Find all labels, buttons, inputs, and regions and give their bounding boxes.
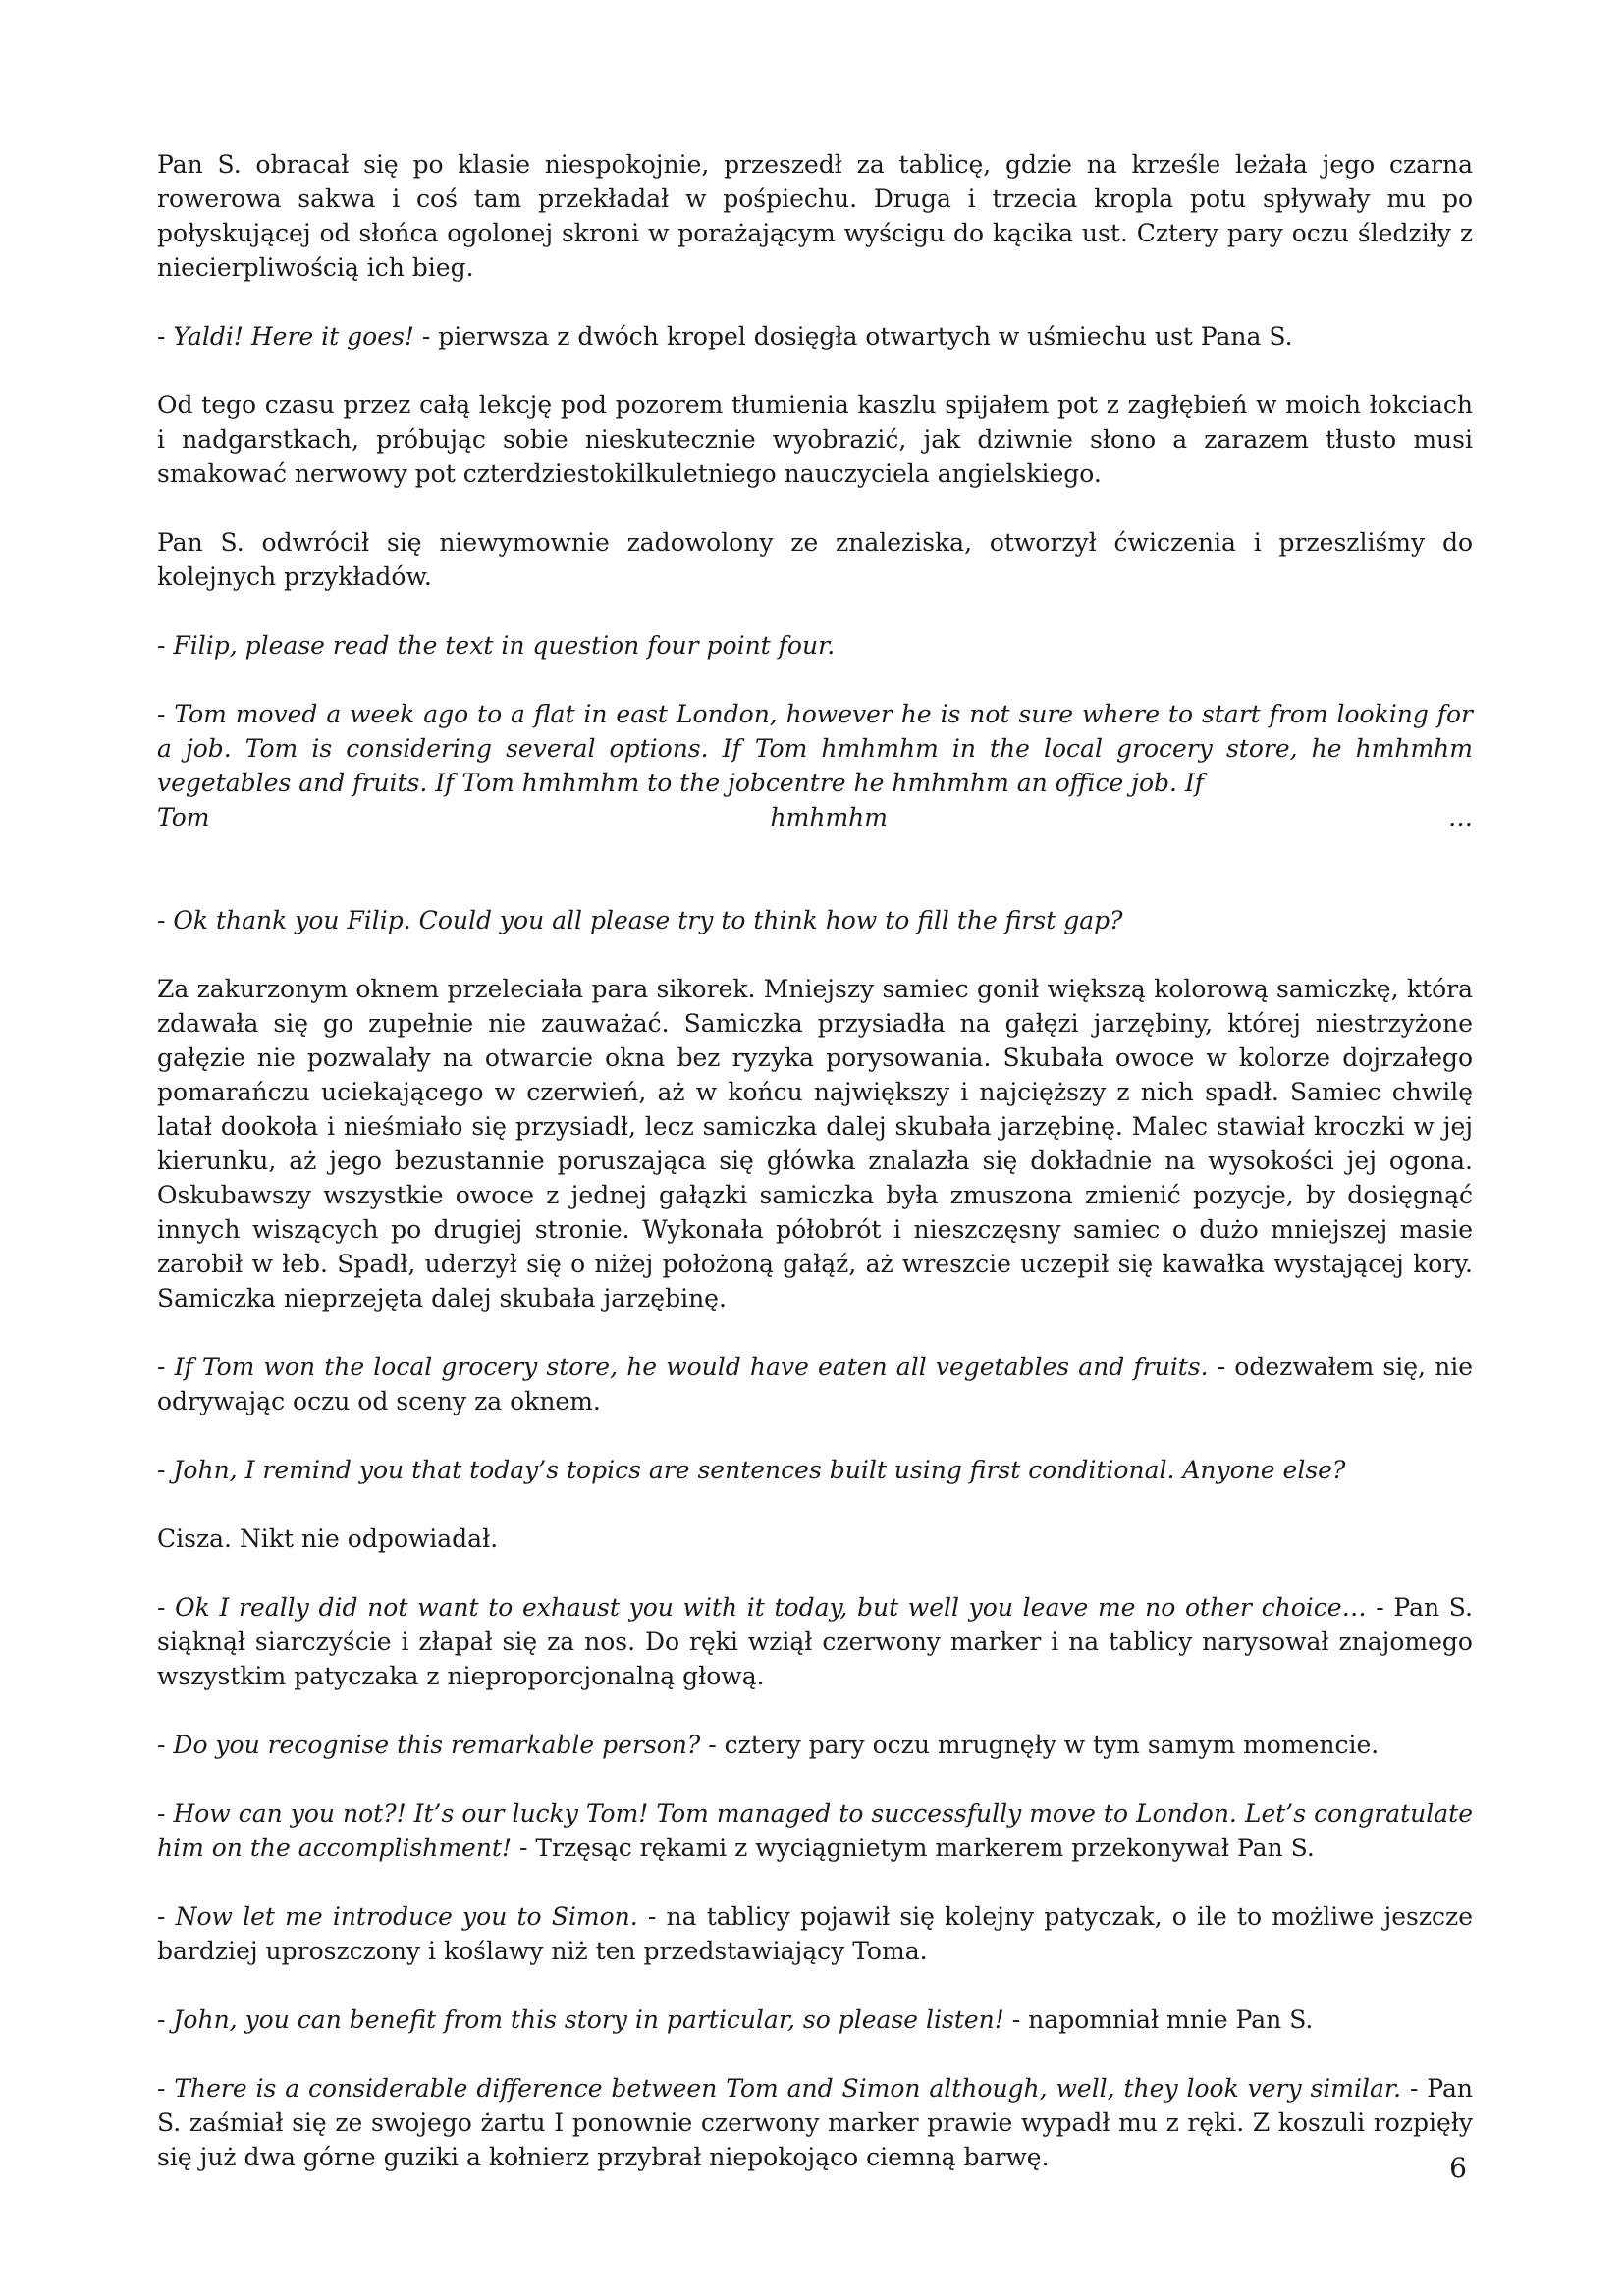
dialogue-text: - John, I remind you that today’s topics are sentences built using first conditional. Anyone else? <box>157 1456 1346 1484</box>
narration-text: - Trzęsąc rękami z wyciągnietym markerem przekonywał Pan S. <box>512 1834 1315 1862</box>
dialogue-text: - Now let me introduce you to Simon. <box>157 1902 638 1931</box>
paragraph-1 <box>157 147 1473 285</box>
narration-text: - cztery pary oczu mrugnęły w tym samym momencie. <box>700 1731 1380 1759</box>
dialogue-text: - Ok I really did not want to exhaust you with it today, but well you leave me no other choice… <box>157 1593 1367 1622</box>
dialogue-text: - Ok thank you Filip. Could you all please try to think how to fill the first gap? <box>157 906 1123 934</box>
dialogue-text: - Filip, please read the text in question four point four. <box>157 631 836 660</box>
document-body <box>157 147 1473 2174</box>
dialogue-text: - There is a considerable difference between Tom and Simon although, well, they look very similar. <box>157 2074 1402 2103</box>
dialogue-text: - If Tom won the local grocery store, he would have eaten all vegetables and fruits. <box>157 1353 1209 1381</box>
paragraph-14 <box>157 1796 1473 1865</box>
paragraph-8 <box>157 972 1473 1315</box>
narration-text: - pierwsza z dwóch kropel dosięgła otwartych w uśmiechu ust Pana S. <box>413 322 1293 350</box>
paragraph-4 <box>157 525 1473 594</box>
dialogue-text: - Do you recognise this remarkable person? <box>157 1731 701 1759</box>
narration-text: - odezwałem się, nie odrywając oczu od sceny za oknem. <box>157 1353 1473 1415</box>
narration-text: - Pan S. zaśmiał się ze swojego żartu I ponownie czerwony marker prawie wypadł mu z ręki. Z koszuli rozpięły się już dwa górne guziki a kołnierz przybrał niepokojąco ciemną barwę. <box>157 2074 1473 2171</box>
paragraph-16 <box>157 2002 1473 2037</box>
paragraph-15 <box>157 1899 1473 1968</box>
narration-text: Za zakurzonym oknem przeleciała para sikorek. Mniejszy samiec gonił większą kolorową samiczkę, która zdawała się go zupełnie nie zauważać. Samiczka przysiadła na gałęzi jarzębiny, której niestrzyżone gałęzie nie pozwalały na otwarcie okna bez ryzyka porysowania. Skubała owoce w kolorze dojrzałego pomarańczu uciekającego w czerwień, aż w końcu największy i najcięższy z nich spadł. Samiec chwilę latał dookoła i nieśmiało się przysiadł, lecz samiczka dalej skubała jarzębinę. Malec stawiał kroczki w jej kierunku, aż jego bezustannie poruszająca się główka znalazła się dokładnie na wysokości jej ogona. Oskubawszy wszystkie owoce z jednej gałązki samiczka była zmuszona zmienić pozycje, by dosięgnąć innych wiszących po drugiej stronie. Wykonała półobrót i nieszczęsny samiec o dużo mniejszej masie zarobił w łeb. Spadł, uderzył się o niżej położoną gałąź, aż wreszcie uczepił się kawałka wystającej kory. Samiczka nieprzejęta dalej skubała jarzębinę. <box>157 975 1473 1312</box>
paragraph-17 <box>157 2071 1473 2174</box>
dialogue-text: - John, you can benefit from this story in particular, so please listen! <box>157 2005 1004 2034</box>
narration-text: - napomniał mnie Pan S. <box>1003 2005 1314 2034</box>
narration-text: - <box>157 322 174 350</box>
paragraph-13 <box>157 1728 1473 1762</box>
paragraph-11 <box>157 1522 1473 1556</box>
narration-text: - na tablicy pojawił się kolejny patyczak, o ile to możliwe jeszcze bardziej uproszczony i koślawy niż ten przedstawiający Toma. <box>157 1902 1474 1965</box>
paragraph-7 <box>157 903 1473 937</box>
paragraph-6 <box>157 697 1473 800</box>
paragraph-5 <box>157 628 1473 663</box>
paragraph-2 <box>157 319 1473 353</box>
dialogue-text: - Tom moved a week ago to a flat in east London, however he is not sure where to start from looking for a job. Tom is considering several options. If Tom hmhmhm in the local grocery store, he hmhmhm vegetables and fruits. If Tom hmhmhm to the jobcentre he hmhmhm an office job. If <box>157 700 1473 797</box>
tom-gap-ellipsis: … <box>1447 803 1473 831</box>
narration-text: Pan S. obracał się po klasie niespokojnie, przeszedł za tablicę, gdzie na krześle leżała jego czarna rowerowa sakwa i coś tam przekładał w pośpiechu. Druga i trzecia kropla potu spływały mu po połyskującej od słońca ogolonej skroni w porażającym wyścigu do kącika ust. Cztery pary oczu śledziły z niecierpliwością ich bieg. <box>157 150 1473 282</box>
tom-gap-middle: hmhmhm <box>770 803 888 831</box>
tom-gap-line <box>157 800 1473 834</box>
paragraph-10 <box>157 1453 1473 1487</box>
page-number: 6 <box>1449 2152 1467 2184</box>
paragraph-3 <box>157 388 1473 491</box>
blank-line <box>157 869 1473 903</box>
dialogue-text: Yaldi! Here it goes! <box>173 322 414 350</box>
tom-gap-left: Tom <box>157 803 210 831</box>
narration-text: Od tego czasu przez całą lekcję pod pozorem tłumienia kaszlu spijałem pot z zagłębień w moich łokciach i nadgarstkach, próbując sobie nieskutecznie wyobrazić, jak dziwnie słono a zarazem tłusto musi smakować nerwowy pot czterdziestokilkuletniego nauczyciela angielskiego. <box>157 391 1473 488</box>
paragraph-9 <box>157 1350 1473 1418</box>
paragraph-12 <box>157 1590 1473 1693</box>
narration-text: Pan S. odwrócił się niewymownie zadowolony ze znaleziska, otworzył ćwiczenia i przeszliśmy do kolejnych przykładów. <box>157 528 1473 591</box>
narration-text: Cisza. Nikt nie odpowiadał. <box>157 1524 499 1553</box>
dialogue-text: - How can you not?! It’s our lucky Tom! Tom managed to successfully move to London. Let’s congratulate him on the accomplishment! <box>157 1799 1473 1862</box>
narration-text: - Pan S. siąknął siarczyście i złapał się za nos. Do ręki wziął czerwony marker i na tablicy narysował znajomego wszystkim patyczaka z nieproporcjonalną głową. <box>157 1593 1473 1690</box>
